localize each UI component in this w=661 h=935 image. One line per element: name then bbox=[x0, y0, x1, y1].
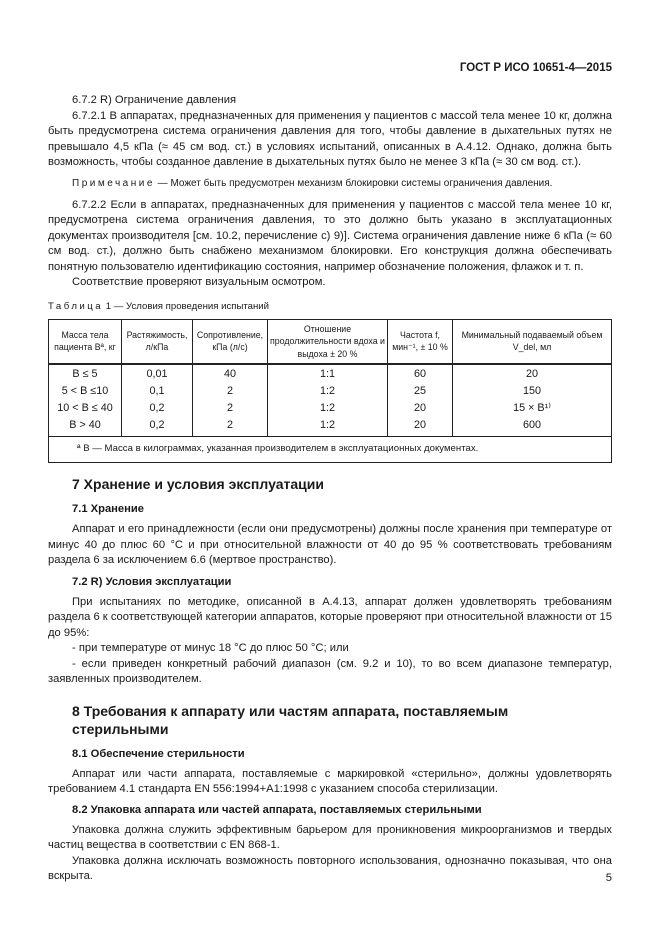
test-conditions-table bbox=[48, 319, 612, 464]
table-header-row bbox=[49, 319, 612, 364]
table-caption bbox=[48, 300, 612, 313]
table-cell: 0,01 bbox=[122, 364, 193, 382]
table-cell: 40 bbox=[193, 364, 268, 382]
table-cell: 20 bbox=[453, 364, 612, 382]
table-cell: 150 bbox=[453, 382, 612, 399]
section-7-1-heading: 7.1 Хранение bbox=[72, 503, 145, 515]
table-caption-text: 1 — Условия проведения испытаний bbox=[103, 300, 269, 312]
section-6-7-2-title: 6.7.2 R) Ограничение давления bbox=[72, 94, 237, 106]
paragraph-7-1: Аппарат и его принадлежности (если они предусмотрены) должны после хранения при температуре от минус 40 до плюс 60 °С и при относительной влажности от 40 до 95 % соответствовать требованиям раздела 6 за исключением 6.6 (мертвое пространство). bbox=[48, 523, 612, 566]
table-row bbox=[49, 399, 612, 416]
table-cell: 5 < B ≤10 bbox=[49, 382, 122, 399]
note bbox=[48, 177, 612, 191]
table-cell: 10 < B ≤ 40 bbox=[49, 399, 122, 416]
column-header: Растяжимость, л/кПа bbox=[122, 319, 193, 364]
paragraph-7-2: При испытаниях по методике, описанной в А.4.13, аппарат должен удовлетворять требованиям раздела 6 к соответствующей категории аппаратов, которые проверяют при относительной влажности от 15 до 95%: bbox=[48, 595, 612, 639]
table-cell: 600 bbox=[453, 416, 612, 437]
paragraph-8-1: Аппарат или части аппарата, поставляемые с маркировкой «стерильно», должны удовлетворять требованием 4.1 стандарта EN 556:1994+A1:1998 с указанием способа стерилизации. bbox=[48, 767, 612, 795]
paragraph-6-7-2-2: 6.7.2.2 Если в аппаратах, предназначенных для применения у пациентов с массой тела менее 10 кг, предусмотрена система ограничения давления, то это должно быть указано в эксплуатационных документах производителя [см. 10.2, перечисление с) 9)]. Система ограничения давление ниже 6 кПа (≈ 60 см вод. ст.), должно быть снабжено механизмом блокировки. Его конструкция должна обеспечивать понятную пользователю идентификацию состояния, например обозначение положения, флажок и т. п. bbox=[48, 198, 612, 273]
table-cell: 1:2 bbox=[268, 382, 388, 399]
page-number: 5 bbox=[605, 872, 612, 884]
table-cell: 0,2 bbox=[122, 399, 193, 416]
column-header: Отношение продолжительности вдоха и выдоха ± 20 % bbox=[268, 319, 388, 364]
table-row bbox=[49, 382, 612, 399]
note-text: — Может быть предусмотрен механизм блокировки системы ограничения давления. bbox=[154, 177, 553, 189]
list-item-2: - если приведен конкретный рабочий диапазон (см. 9.2 и 10), то во всем диапазоне температур, заявленных производителем. bbox=[48, 657, 612, 685]
table-cell: 60 bbox=[388, 364, 453, 382]
paragraph-8-2-2: Упаковка должна исключать возможность повторного использования, однозначно показывая, что она вскрыта. bbox=[48, 854, 612, 882]
table-cell: 25 bbox=[388, 382, 453, 399]
table-cell: 20 bbox=[388, 399, 453, 416]
paragraph-compliance: Соответствие проверяют визуальным осмотром. bbox=[72, 276, 326, 288]
table-cell: B > 40 bbox=[49, 416, 122, 437]
section-7-heading: 7 Хранение и условия эксплуатации bbox=[72, 476, 324, 492]
paragraph-8-2-1: Упаковка должна служить эффективным барьером для проникновения микроорганизмов и твердых частиц вещества в соответствии с EN 868-1. bbox=[48, 823, 612, 851]
table-cell: 1:2 bbox=[268, 416, 388, 437]
table-cell: 0,2 bbox=[122, 416, 193, 437]
table-caption-label: Таблица bbox=[48, 300, 104, 312]
table-cell: B ≤ 5 bbox=[49, 364, 122, 382]
table-cell: 15 × B¹⁾ bbox=[453, 399, 612, 416]
table-row bbox=[49, 416, 612, 437]
column-header: Частота f, мин⁻¹, ± 10 % bbox=[388, 319, 453, 364]
document-header: ГОСТ Р ИСО 10651-4—2015 bbox=[459, 62, 612, 74]
note-label: Примечание bbox=[72, 177, 155, 189]
table-cell: 20 bbox=[388, 416, 453, 437]
table-footnote-row bbox=[49, 437, 612, 463]
table-cell: 2 bbox=[193, 399, 268, 416]
table-row bbox=[49, 364, 612, 382]
column-header: Минимальный подаваемый объем V_del, мл bbox=[453, 319, 612, 364]
table-cell: 2 bbox=[193, 382, 268, 399]
section-8-1-heading: 8.1 Обеспечение стерильности bbox=[72, 747, 245, 760]
section-8-heading: 8 Требования к аппарату или частям аппарата, поставляемым стерильными bbox=[72, 702, 509, 737]
document-body bbox=[48, 93, 612, 885]
column-header: Масса тела пациента Bª, кг bbox=[49, 319, 122, 364]
table-cell: 1:2 bbox=[268, 399, 388, 416]
table-cell: 2 bbox=[193, 416, 268, 437]
section-7-2-heading: 7.2 R) Условия эксплуатации bbox=[72, 575, 232, 588]
table-cell: 0,1 bbox=[122, 382, 193, 399]
table-footnote: ª B — Масса в килограммах, указанная производителем в эксплуатационных документах. bbox=[49, 437, 612, 463]
column-header: Сопротивление, кПа (л/с) bbox=[193, 319, 268, 364]
section-8-2-heading: 8.2 Упаковка аппарата или частей аппарата, поставляемых стерильными bbox=[72, 803, 482, 816]
paragraph-6-7-2-1: 6.7.2.1 В аппаратах, предназначенных для применения у пациентов с массой тела менее 10 кг, должна быть предусмотрена система ограничения давления для того, чтобы давление в дыхательных путях не превышало 4,5 кПа (≈ 45 см вод. ст.) в условиях испытаний, описанных в А.4.12. Однако, должна быть возможность, чтобы созданное давление в дыхательных путях было не менее 3 кПа (≈ 30 см вод. ст.). bbox=[48, 109, 612, 168]
list-item-1: - при температуре от минус 18 °С до плюс 50 °С; или bbox=[72, 642, 349, 654]
table-cell: 1:1 bbox=[268, 364, 388, 382]
